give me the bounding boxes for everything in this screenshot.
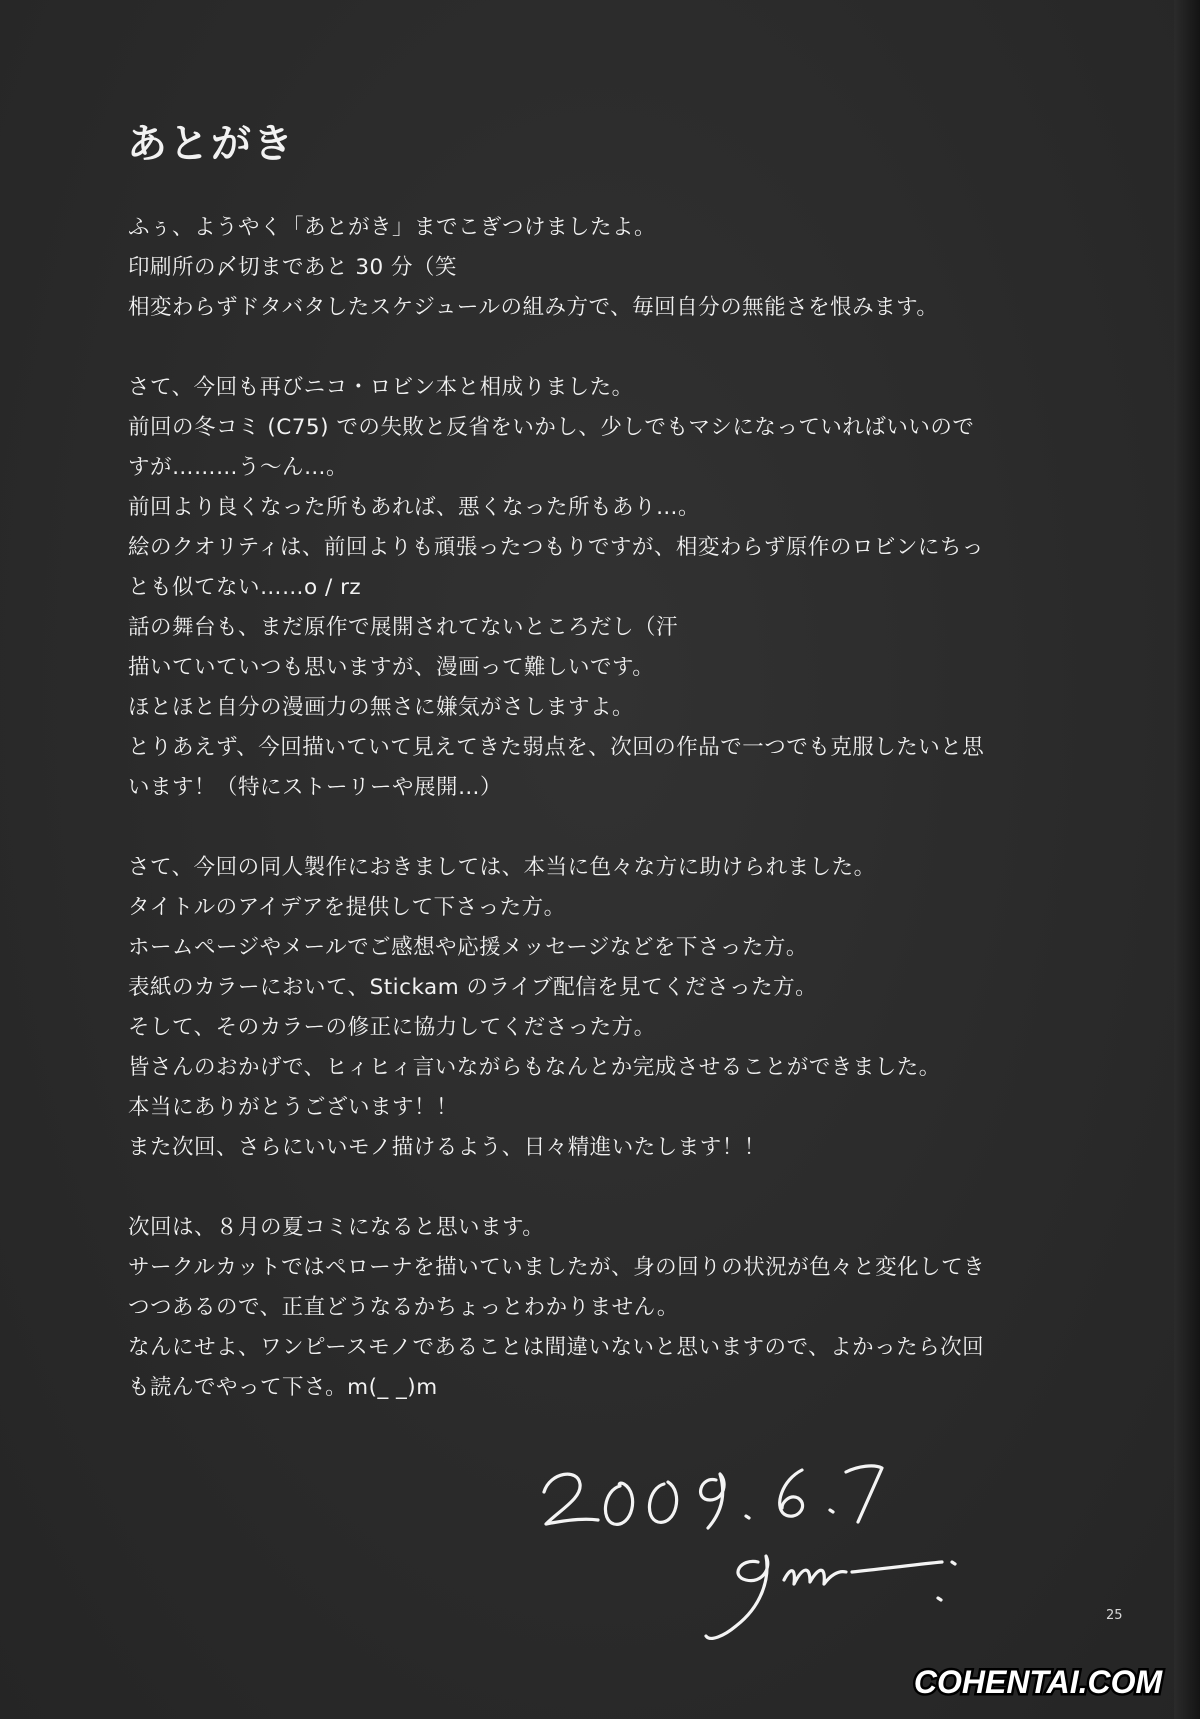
text-line: さて、今回の同人製作におきましては、本当に色々な方に助けられました。 [128, 855, 876, 880]
handwritten-signature [540, 1450, 1060, 1650]
text-line: 印刷所の〆切まであと 30 分（笑 [128, 255, 458, 280]
text-line: 前回の冬コミ (C75) での失敗と反省をいかし、少しでもマシになっていればいいので [128, 415, 975, 440]
paragraph [128, 848, 1058, 1168]
paragraph [128, 368, 1058, 808]
text-line: また次回、さらにいいモノ描けるよう、日々精進いたします！！ [128, 1135, 766, 1160]
text-line: 前回より良くなった所もあれば、悪くなった所もあり…。 [128, 495, 701, 520]
text-line: も読んでやって下さ。m(_ _)m [128, 1375, 438, 1400]
text-line: 描いていていつも思いますが、漫画って難しいです。 [128, 655, 655, 680]
afterword-body [128, 208, 1058, 1408]
paragraph-gap [128, 328, 1058, 368]
watermark-text: COHENTAI.COM [913, 1664, 1163, 1700]
page-edge-shadow [1174, 0, 1200, 1719]
text-line: ふぅ、ようやく「あとがき」までこぎつけましたよ。 [128, 215, 657, 240]
page-number: 25 [1106, 1608, 1123, 1623]
text-line: 本当にありがとうございます！！ [128, 1095, 459, 1120]
text-line: すが………う〜ん…。 [128, 455, 349, 480]
text-line: 表紙のカラーにおいて、Stickam のライブ配信を見てくださった方。 [128, 975, 818, 1000]
text-line: 皆さんのおかげで、ヒィヒィ言いながらもなんとか完成させることができました。 [128, 1055, 941, 1080]
text-line: 話の舞台も、まだ原作で展開されてないところだし（汗 [128, 615, 679, 640]
text-line: 次回は、８月の夏コミになると思います。 [128, 1215, 545, 1240]
paragraph-gap [128, 808, 1058, 848]
text-line: さて、今回も再びニコ・ロビン本と相成りました。 [128, 375, 634, 400]
text-line: なんにせよ、ワンピースモノであることは間違いないと思いますので、よかったら次回 [128, 1335, 985, 1360]
text-line: います！（特にストーリーや展開…） [128, 775, 503, 800]
page-title: あとがき [127, 120, 295, 167]
text-line: とも似てない……o / rz [128, 575, 362, 600]
text-line: 相変わらずドタバタしたスケジュールの組み方で、毎回自分の無能さを恨みます。 [128, 295, 939, 320]
text-line: ほとほと自分の漫画力の無さに嫌気がさしますよ。 [128, 695, 635, 720]
site-watermark-logo [888, 1655, 1188, 1707]
text-line: そして、そのカラーの修正に協力してくださった方。 [128, 1015, 656, 1040]
paragraph-gap [128, 1168, 1058, 1208]
text-line: 絵のクオリティは、前回よりも頑張ったつもりですが、相変わらず原作のロビンにちっ [128, 535, 984, 560]
text-line: つつあるので、正直どうなるかちょっとわかりません。 [128, 1295, 679, 1320]
paragraph [128, 1208, 1058, 1408]
text-line: ホームページやメールでご感想や応援メッセージなどを下さった方。 [128, 935, 808, 960]
text-line: タイトルのアイデアを提供して下さった方。 [128, 895, 566, 920]
text-line: サークルカットではペローナを描いていましたが、身の回りの状況が色々と変化してき [128, 1255, 986, 1280]
paragraph [128, 208, 1058, 328]
text-line: とりあえず、今回描いていて見えてきた弱点を、次回の作品で一つでも克服したいと思 [128, 735, 985, 760]
